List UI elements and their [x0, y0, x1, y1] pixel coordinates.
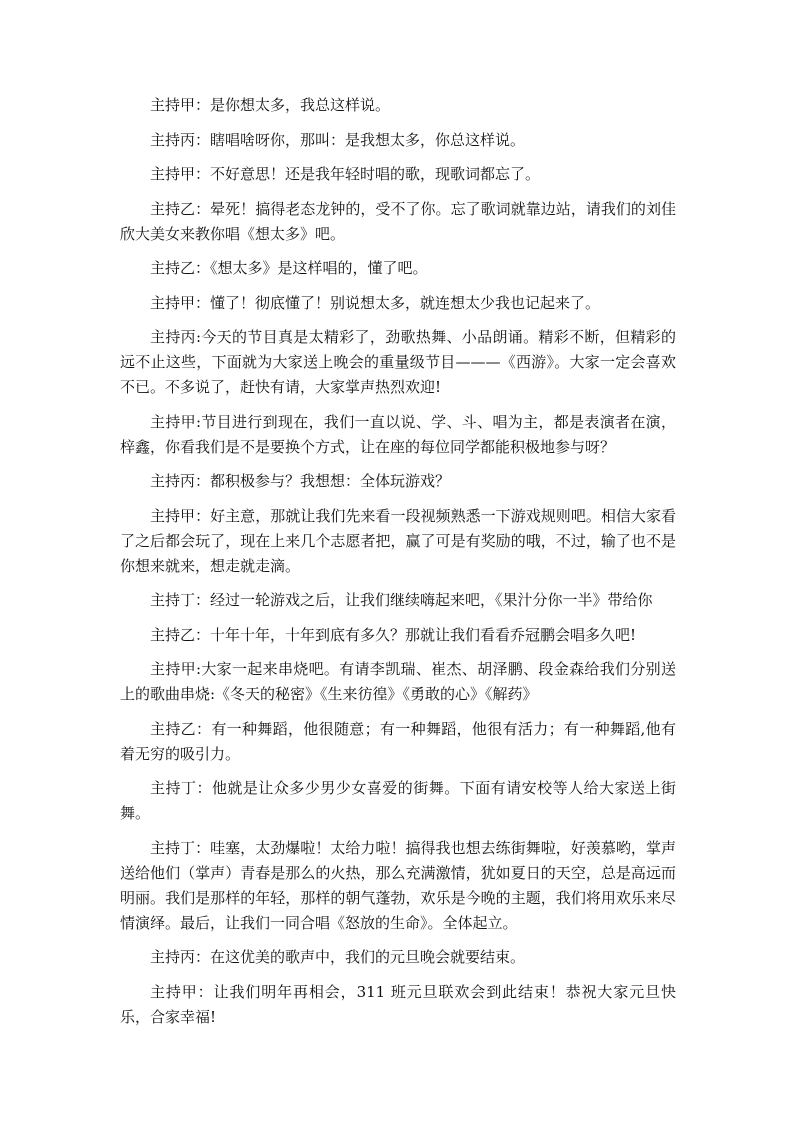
paragraph-4: 主持乙：晕死！搞得老态龙钟的，受不了你。忘了歌词就靠边站，请我们的刘佳欣大美女来教你唱《想太多》吧。	[120, 199, 676, 243]
paragraph-8: 主持甲:节目进行到现在，我们一直以说、学、斗、唱为主，都是表演者在演，梓鑫，你看我们是不是要换个方式，让在座的每位同学都能积极地参与呀？	[120, 412, 676, 456]
paragraph-1: 主持甲：是你想太多，我总这样说。	[150, 96, 391, 114]
paragraph-7: 主持丙:今天的节目真是太精彩了，劲歌热舞、小品朗诵。精彩不断，但精彩的远不止这些，下面就为大家送上晚会的重量级节目———《西游》。大家一定会喜欢不已。不多说了，赶快有请，大家掌声热烈欢迎!	[120, 328, 676, 396]
paragraph-5: 主持乙：《想太多》是这样唱的，懂了吧。	[150, 259, 428, 277]
paragraph-18: 主持甲：让我们明年再相会，311 班元旦联欢会到此结束！恭祝大家元旦快乐，合家幸福!	[120, 982, 676, 1026]
paragraph-6: 主持甲：懂了！彻底懂了！别说想太多，就连想太少我也记起来了。	[150, 293, 601, 312]
document-body	[120, 93, 676, 1039]
paragraph-2: 主持丙：瞎唱啥呀你，那叫：是我想太多，你总这样说。	[150, 130, 526, 149]
paragraph-9: 主持丙：都积极参与？我想想：全体玩游戏？	[150, 472, 451, 490]
paragraph-14: 主持乙：有一种舞蹈，他很随意；有一种舞蹈，他很有活力；有一种舞蹈,他有着无穷的吸引力。	[120, 719, 676, 763]
paragraph-11: 主持丁：经过一轮游戏之后，让我们继续嗨起来吧，《果汁分你一半》带给你	[150, 591, 653, 609]
paragraph-12: 主持乙：十年十年，十年到底有多久？那就让我们看看乔冠鹏会唱多久吧!	[150, 625, 637, 644]
paragraph-3: 主持甲：不好意思！还是我年轻时唱的歌，现歌词都忘了。	[150, 165, 541, 183]
paragraph-10: 主持甲：好主意，那就让我们先来看一段视频熟悉一下游戏规则吧。相信大家看了之后都会玩了，现在上来几个志愿者把，赢了可是有奖励的哦，不过，输了也不是你想来就来，想走就走滴。	[120, 506, 676, 575]
paragraph-16: 主持丁：哇塞，太劲爆啦！太给力啦！搞得我也想去练街舞啦，好羡慕哟，掌声送给他们（掌声）青春是那么的火热，那么充满激情，犹如夏日的天空，总是高远而明丽。我们是那样的年轻，那样的朝气蓬勃，欢乐是今晚的主题，我们将用欢乐来尽情演绎。最后，让我们一同合唱《怒放的生命》。全体起立。	[120, 838, 676, 932]
paragraph-15: 主持丁：他就是让众多少男少女喜爱的街舞。下面有请安校等人给大家送上街舞。	[120, 779, 676, 822]
paragraph-17: 主持丙：在这优美的歌声中，我们的元旦晚会就要结束。	[150, 948, 526, 966]
paragraph-13: 主持甲:大家一起来串烧吧。有请李凯瑞、崔杰、胡泽鹏、段金森给我们分别送上的歌曲串烧:《冬天的秘密》《生来彷徨》《勇敢的心》《解药》	[120, 660, 676, 703]
